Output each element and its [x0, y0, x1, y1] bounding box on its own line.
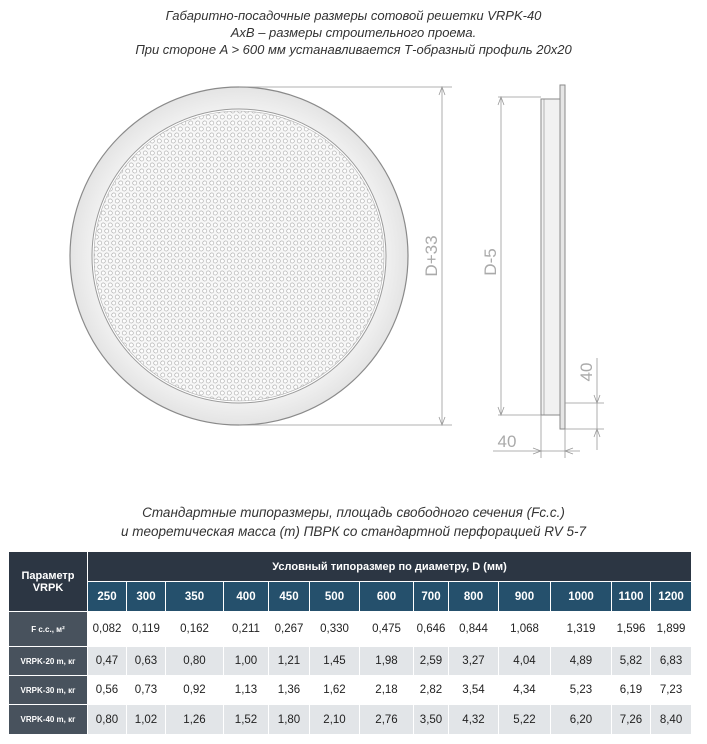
size-header-cell: 250 [88, 582, 127, 612]
table-cell: 2,82 [414, 676, 449, 705]
table-cell: 0,56 [88, 676, 127, 705]
table-cell: 4,32 [449, 705, 499, 735]
table-cell: 0,844 [449, 612, 499, 647]
row-label: F c.c., м² [9, 612, 88, 647]
table-body [9, 612, 692, 735]
table-cell: 4,34 [499, 676, 551, 705]
table-cell: 0,267 [269, 612, 310, 647]
table-cell: 3,54 [449, 676, 499, 705]
table-cell: 0,119 [127, 612, 166, 647]
table-cell: 2,10 [310, 705, 360, 735]
table-cell: 0,80 [166, 647, 224, 676]
table-cell: 0,63 [127, 647, 166, 676]
table-cell: 1,62 [310, 676, 360, 705]
table-cell: 3,27 [449, 647, 499, 676]
table-cell: 2,18 [360, 676, 414, 705]
table-caption-line-2: и теоретическая масса (m) ПВРК со стандартной перфорацией RV 5-7 [121, 524, 586, 539]
table-caption-line-1: Стандартные типоразмеры, площадь свободного сечения (Fc.c.) [142, 505, 565, 520]
size-header-cell: 400 [224, 582, 269, 612]
row-label: VRPK-30 m, кг [9, 676, 88, 705]
table-cell: 0,92 [166, 676, 224, 705]
drawing-caption-line-1: Габаритно-посадочные размеры сотовой решетки VRPK-40 [165, 8, 542, 23]
table-cell: 0,73 [127, 676, 166, 705]
size-header-cell: 1200 [651, 582, 692, 612]
dimension-outer-label: D+33 [422, 235, 441, 277]
size-header-cell: 350 [166, 582, 224, 612]
size-header-cell: 450 [269, 582, 310, 612]
row-label: VRPK-20 m, кг [9, 647, 88, 676]
table-cell: 1,21 [269, 647, 310, 676]
dimension-inner-label: D-5 [481, 248, 500, 276]
table-cell: 7,23 [651, 676, 692, 705]
spec-table [8, 551, 692, 735]
table-cell: 5,82 [612, 647, 651, 676]
size-header-cell: 1100 [612, 582, 651, 612]
table-cell: 1,02 [127, 705, 166, 735]
dimension-depth-label: 40 [497, 432, 517, 451]
table-cell: 0,211 [224, 612, 269, 647]
table-cell: 6,19 [612, 676, 651, 705]
table-cell: 4,89 [551, 647, 612, 676]
size-header-cell: 900 [499, 582, 551, 612]
table-row [9, 676, 692, 705]
table-cell: 1,36 [269, 676, 310, 705]
drawing-caption-line-2: AxB – размеры строительного проема. [230, 25, 477, 40]
size-header: Условный типоразмер по диаметру, D (мм) [88, 552, 692, 582]
table-cell: 0,47 [88, 647, 127, 676]
table-cell: 2,76 [360, 705, 414, 735]
table-cell: 5,22 [499, 705, 551, 735]
size-header-cell: 600 [360, 582, 414, 612]
size-row [9, 582, 692, 612]
table-cell: 1,00 [224, 647, 269, 676]
table-cell: 1,80 [269, 705, 310, 735]
table-cell: 1,319 [551, 612, 612, 647]
table-cell: 1,596 [612, 612, 651, 647]
size-header-cell: 800 [449, 582, 499, 612]
grille-side-view [541, 85, 565, 429]
table-cell: 0,162 [166, 612, 224, 647]
honeycomb-mesh [94, 111, 384, 401]
row-label: VRPK-40 m, кг [9, 705, 88, 735]
param-header [9, 552, 88, 612]
size-header-cell: 1000 [551, 582, 612, 612]
param-header-line-2: VRPK [32, 581, 64, 594]
table-cell: 6,83 [651, 647, 692, 676]
table-cell: 1,068 [499, 612, 551, 647]
table-cell: 0,475 [360, 612, 414, 647]
table-cell: 1,98 [360, 647, 414, 676]
table-cell: 1,899 [651, 612, 692, 647]
table-caption [0, 503, 707, 541]
table-cell: 3,50 [414, 705, 449, 735]
table-cell: 1,13 [224, 676, 269, 705]
table-cell: 0,330 [310, 612, 360, 647]
table-row [9, 612, 692, 647]
table-cell: 8,40 [651, 705, 692, 735]
param-header-line-1: Параметр [21, 569, 75, 582]
table-cell: 7,26 [612, 705, 651, 735]
table-cell: 1,52 [224, 705, 269, 735]
table-row [9, 647, 692, 676]
table-cell: 5,23 [551, 676, 612, 705]
table-cell: 0,646 [414, 612, 449, 647]
table-cell: 4,04 [499, 647, 551, 676]
drawing-caption-line-3: При стороне A > 600 мм устанавливается Т-образный профиль 20x20 [135, 42, 572, 57]
table-cell: 1,45 [310, 647, 360, 676]
size-header-cell: 500 [310, 582, 360, 612]
table-row [9, 705, 692, 735]
table-cell: 0,082 [88, 612, 127, 647]
table-cell: 0,80 [88, 705, 127, 735]
dimension-inner-diameter [498, 97, 541, 415]
table-cell: 2,59 [414, 647, 449, 676]
size-header-cell: 300 [127, 582, 166, 612]
table-cell: 6,20 [551, 705, 612, 735]
size-header-cell: 700 [414, 582, 449, 612]
dimension-flange-label: 40 [577, 362, 596, 382]
table-cell: 1,26 [166, 705, 224, 735]
